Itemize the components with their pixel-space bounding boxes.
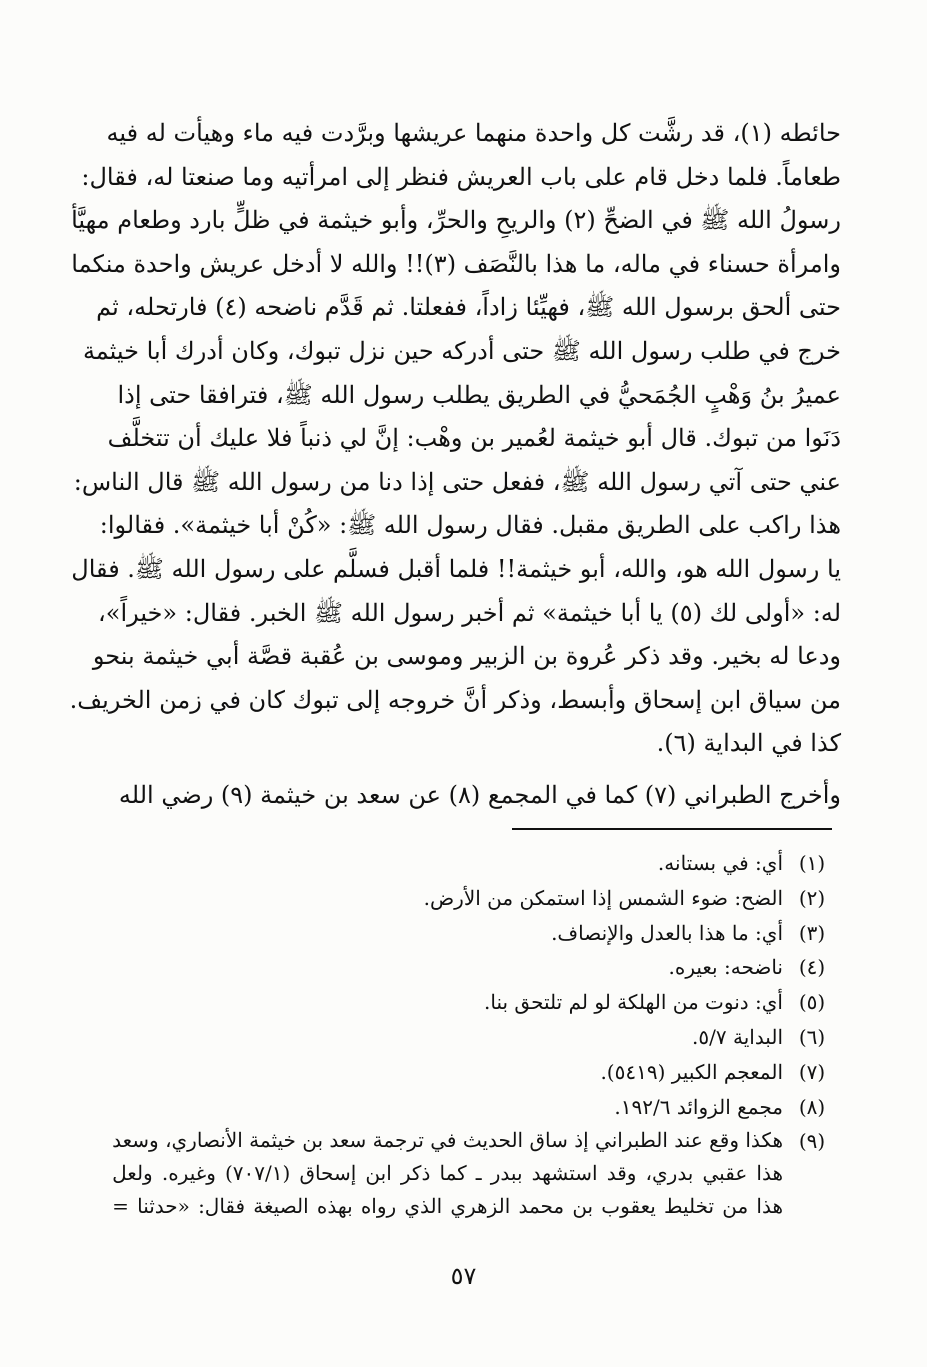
main-text: [69, 112, 841, 818]
text-line: خرج في طلب رسول الله ﷺ حتى أدركه حين نزل تبوك، وكان أدرك أبا خيثمة: [82, 336, 841, 365]
text-line: ودعا له بخير. وقد ذكر عُروة بن الزبير وموسى بن عُقبة قصَّة أبي خيثمة بنحو: [92, 642, 841, 671]
footnote-number: (٧): [798, 1059, 826, 1084]
footnote-text-line: هذا عقبي بدري، وقد استشهد ببدر ـ كما ذكر ابن إسحاق (٧٠٧/١) وغيره. ولعل: [112, 1161, 783, 1186]
text-line: حائطه (١)، قد رشَّت كل واحدة منهما عريشها وبرَّدت فيه ماء وهيأت له فيه: [106, 119, 841, 147]
text-line: طعاماً. فلما دخل قام على باب العريش فنظر إلى امرأتيه وما صنعتا له، فقال:: [81, 162, 841, 191]
page-number: ٥٧: [450, 1262, 477, 1290]
text-line: كذا في البداية (٦).: [656, 729, 841, 758]
text-line: عميرُ بنُ وَهْبٍ الجُمَحيُّ في الطريق يطلب رسول الله ﷺ، فترافقا حتى إذا: [117, 380, 841, 409]
footnote: [133, 846, 841, 881]
footnote-number: (٤): [798, 955, 826, 980]
footnote-text: أي: دنوت من الهلكة لو لم تلتحق بنا.: [484, 990, 783, 1015]
footnote-text: أي: في بستانه.: [657, 851, 783, 875]
footnote-number: (٢): [798, 885, 826, 910]
text-line: رسولُ الله ﷺ في الضحِّ (٢) والريحِ والحرِّ، وأبو خيثمة في ظلٍّ بارد وطعام مهيَّأ: [71, 206, 841, 235]
footnote-text-line: هكذا وقع عند الطبراني إذ ساق الحديث في ترجمة سعد بن خيثمة الأنصاري، وسعد: [112, 1128, 783, 1153]
footnote: [133, 881, 841, 916]
paragraph-start-line: وأخرج الطبراني (٧) كما في المجمع (٨) عن سعد بن خيثمة (٩) رضي الله: [118, 780, 841, 809]
footnote-number: (٩): [798, 1129, 826, 1154]
text-line: هذا راكب على الطريق مقبل. فقال رسول الله ﷺ: «كُنْ أبا خيثمة». فقالوا:: [99, 511, 841, 540]
footnote-number: (١): [798, 851, 826, 875]
text-line: يا رسول الله هو، والله، أبو خيثمة!! فلما أقبل فسلَّم على رسول الله ﷺ. فقال: [71, 554, 841, 583]
text-line: دَنَوا من تبوك. قال أبو خيثمة لعُمير بن وهْب: إنَّ لي ذنباً فلا عليك أن تتخلَّف: [107, 424, 841, 453]
footnote-text-line: هذا من تخليط يعقوب بن محمد الزهري الذي رواه بهذه الصيغة فقال: «حدثنا =: [112, 1194, 783, 1219]
footnote-text: البداية ٥/٧.: [692, 1024, 783, 1049]
footnote-text: أي: ما هذا بالعدل والإنصاف.: [551, 920, 783, 945]
text-line: حتى ألحق برسول الله ﷺ، فهيِّئا زاداً، ففعلتا. ثم قَدَّم ناضحه (٤) فارتحله، ثم: [96, 293, 841, 322]
footnote-number: (٣): [798, 920, 826, 945]
footnote: [133, 916, 841, 951]
text-line: من سياق ابن إسحاق وأبسط، وذكر أنَّ خروجه إلى تبوك كان في زمن الخريف.: [69, 685, 841, 714]
footnote-separator: [512, 828, 832, 830]
footnote: [133, 1090, 841, 1125]
footnotes: [112, 846, 841, 1223]
footnote: [133, 1055, 841, 1090]
footnote: [133, 1020, 841, 1055]
text-line: وامرأة حسناء في ماله، ما هذا بالنَّصَف (٣)!! والله لا أدخل عريش واحدة منكما: [71, 249, 841, 278]
footnote-number: (٨): [798, 1094, 826, 1119]
footnote: [112, 1124, 841, 1223]
footnote-number: (٥): [798, 990, 826, 1015]
footnote-number: (٦): [798, 1024, 826, 1049]
footnote-text: [112, 1124, 783, 1223]
footnote-text: المعجم الكبير (٥٤١٩).: [600, 1059, 783, 1084]
footnote-text: مجمع الزوائد ١٩٢/٦.: [614, 1094, 783, 1119]
text-line: له: «أولى لك (٥) يا أبا خيثمة» ثم أخبر رسول الله ﷺ الخبر. فقال: «خيراً»،: [98, 598, 841, 627]
footnote-text: الضح: ضوء الشمس إذا استمكن من الأرض.: [423, 885, 783, 910]
footnote: [133, 985, 841, 1020]
text-line: عني حتى آتي رسول الله ﷺ، ففعل حتى إذا دنا من رسول الله ﷺ قال الناس:: [73, 467, 841, 496]
footnote-text: ناضحه: بعيره.: [668, 955, 783, 980]
footnote: [133, 950, 841, 985]
